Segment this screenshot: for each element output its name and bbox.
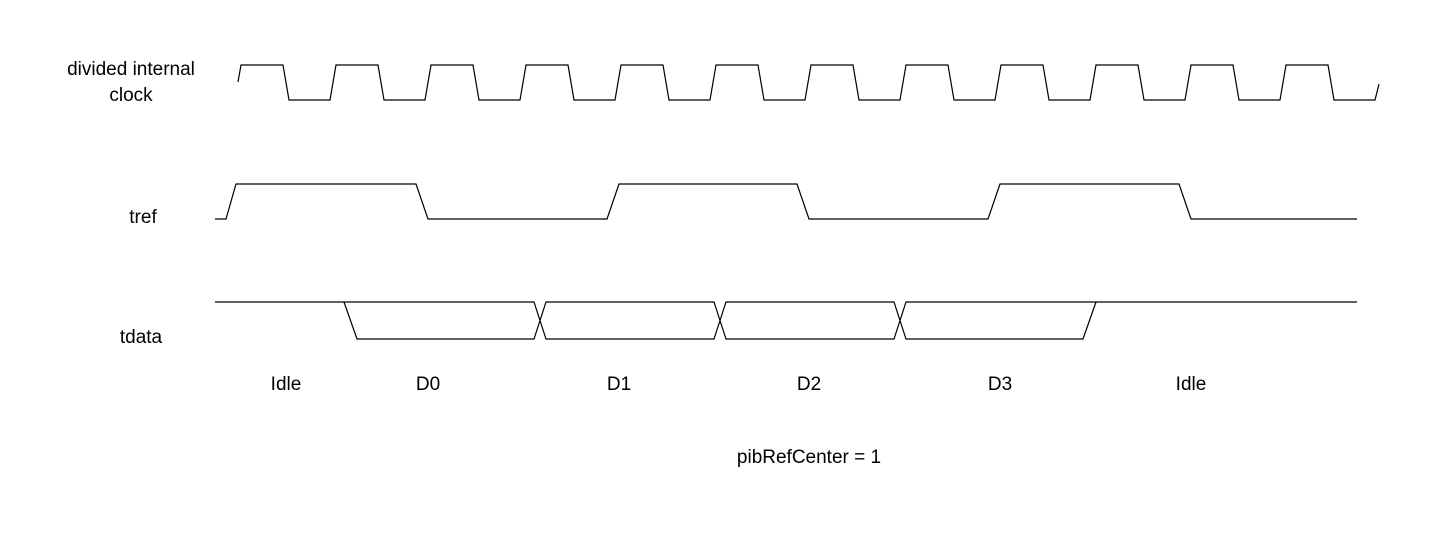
phase-label-d1: D1 <box>606 374 632 395</box>
tdata-label: tdata <box>119 327 163 348</box>
clock-label-line2: clock <box>109 85 153 106</box>
phase-label-idle-end: Idle <box>1175 374 1207 395</box>
tref-waveform <box>215 184 1357 219</box>
phase-label-d0: D0 <box>415 374 441 395</box>
phase-label-idle-start: Idle <box>270 374 302 395</box>
clock-label-line1: divided internal <box>67 59 195 80</box>
phase-label-d3: D3 <box>987 374 1013 395</box>
tref-label: tref <box>129 207 157 228</box>
config-caption: pibRefCenter = 1 <box>736 447 882 468</box>
tdata-waveform <box>215 302 1357 339</box>
phase-label-d2: D2 <box>796 374 822 395</box>
clock-waveform <box>238 65 1379 100</box>
